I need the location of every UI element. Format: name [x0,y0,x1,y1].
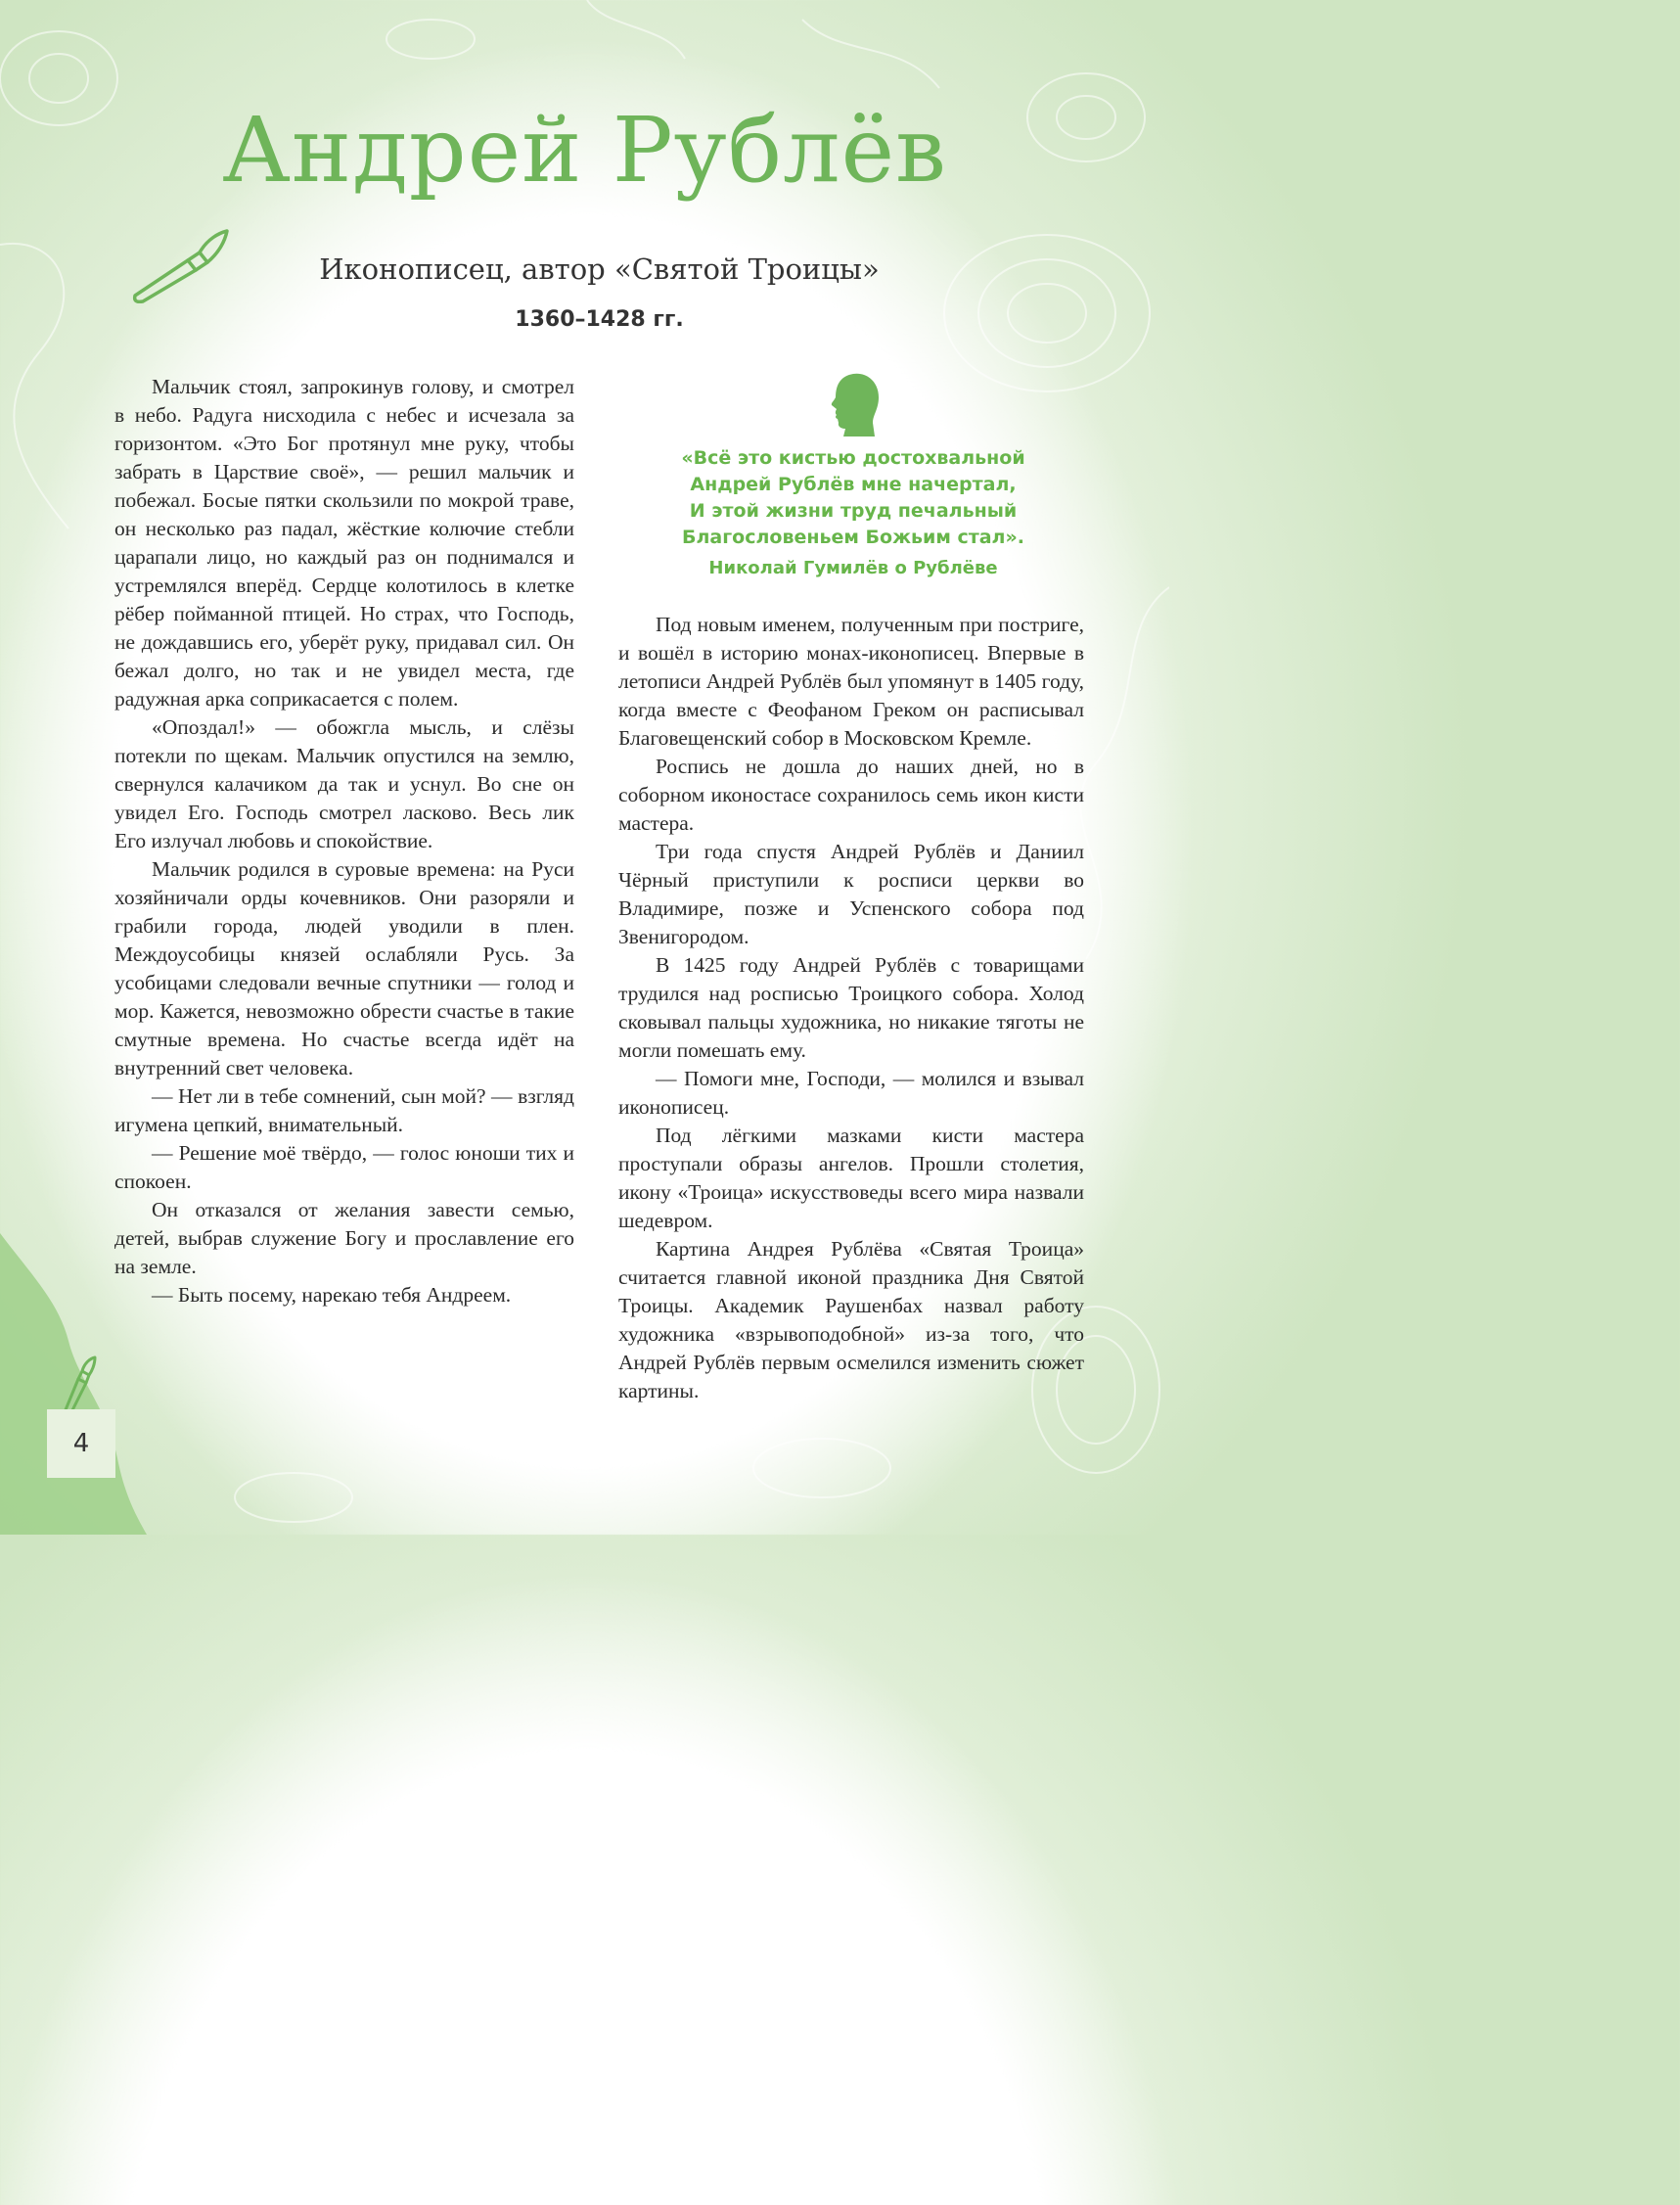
paragraph: Он отказался от желания завести семью, детей, выбрав служение Богу и прославление его на земле. [114,1198,574,1278]
paragraph: Роспись не дошла до наших дней, но в соборном иконостасе сохранилось семь икон кисти мастера. [618,755,1084,835]
paragraph: Мальчик родился в суровые времена: на Руси хозяйничали орды кочевников. Они разоряли и грабили города, людей уводили в плен. Междоусобицы князей ослабляли Русь. За усобицами следовали вечные спутники — голод и мор. Кажется, невозможно обрести счастье в такие смутные времена. Но счастье всегда идёт на внутренний свет человека. [114,857,574,1080]
quote-line: И этой жизни труд печальный [689,500,1018,522]
quote-block [658,445,1049,551]
quote-line: Благословеньем Божьим стал». [682,527,1024,548]
quote-line: «Всё это кистью достохвальной [681,447,1025,469]
life-years: 1360–1428 гг. [515,307,684,332]
left-column [114,373,574,1309]
subtitle: Иконописец, автор «Святой Троицы» [319,253,880,286]
paragraph: — Нет ли в тебе сомнений, сын мой? — взгляд игумена цепкий, внимательный. [114,1084,574,1136]
paragraph: Картина Андрея Рублёва «Святая Троица» считается главной иконой праздника Дня Святой Троицы. Академик Раушенбах назвал работу художника «взрывоподобной» из-за того, что Андрей Рублёв первым осмелился изменить сюжет картины. [618,1237,1084,1402]
paragraph: — Решение моё твёрдо, — голос юноши тих и спокоен. [114,1141,574,1193]
paragraph: Три года спустя Андрей Рублёв и Даниил Чёрный приступили к росписи церкви во Владимире, позже и Успенского собора под Звенигородом. [618,840,1084,948]
paragraph: В 1425 году Андрей Рублёв с товарищами трудился над росписью Троицкого собора. Холод сковывал пальцы художника, но никакие тяготы не могли помешать ему. [618,953,1084,1062]
paragraph: Мальчик стоял, запрокинув голову, и смотрел в небо. Радуга нисходила с небес и исчезала за горизонтом. «Это Бог протянул мне руку, чтобы забрать в Царствие своё», — решил мальчик и побежал. Босые пятки скользили по мокрой траве, он несколько раз падал, жёсткие колючие стебли царапали лицо, но каждый раз он поднимался и устремлялся вперёд. Сердце колотилось в клетке рёбер пойманной птицей. Но страх, что Господь, не дождавшись его, уберёт руку, придавал сил. Он бежал долго, но так и не увидел места, где радужная арка соприкасается с полем. [114,375,574,711]
page-number: 4 [47,1409,115,1478]
page-title: Андрей Рублёв [222,98,947,203]
paragraph: Под новым именем, полученным при постриге, и вошёл в историю монах-иконописец. Впервые в летописи Андрей Рублёв был упомянут в 1405 году, когда вместе с Феофаном Греком он расписывал Благовещенский собор в Московском Кремле. [618,613,1084,750]
paragraph: — Помоги мне, Господи, — молился и взывал иконописец. [618,1067,1084,1119]
right-column [618,611,1084,1405]
paragraph: «Опоздал!» — обожгла мысль, и слёзы потекли по щекам. Мальчик опустился на землю, свернулся калачиком да так и уснул. Во сне он увидел Его. Господь смотрел ласково. Весь лик Его излучал любовь и спокойствие. [114,715,574,852]
paragraph: — Быть посему, нарекаю тебя Андреем. [152,1283,512,1307]
quote-author: Николай Гумилёв о Рублёве [708,558,998,578]
paintbrush-icon [59,1355,98,1416]
quote-line: Андрей Рублёв мне начертал, [690,474,1017,495]
head-silhouette-icon [830,372,881,436]
paragraph: Под лёгкими мазками кисти мастера проступали образы ангелов. Прошли столетия, икону «Троица» искусствоведы всего мира назвали шедевром. [618,1124,1084,1232]
